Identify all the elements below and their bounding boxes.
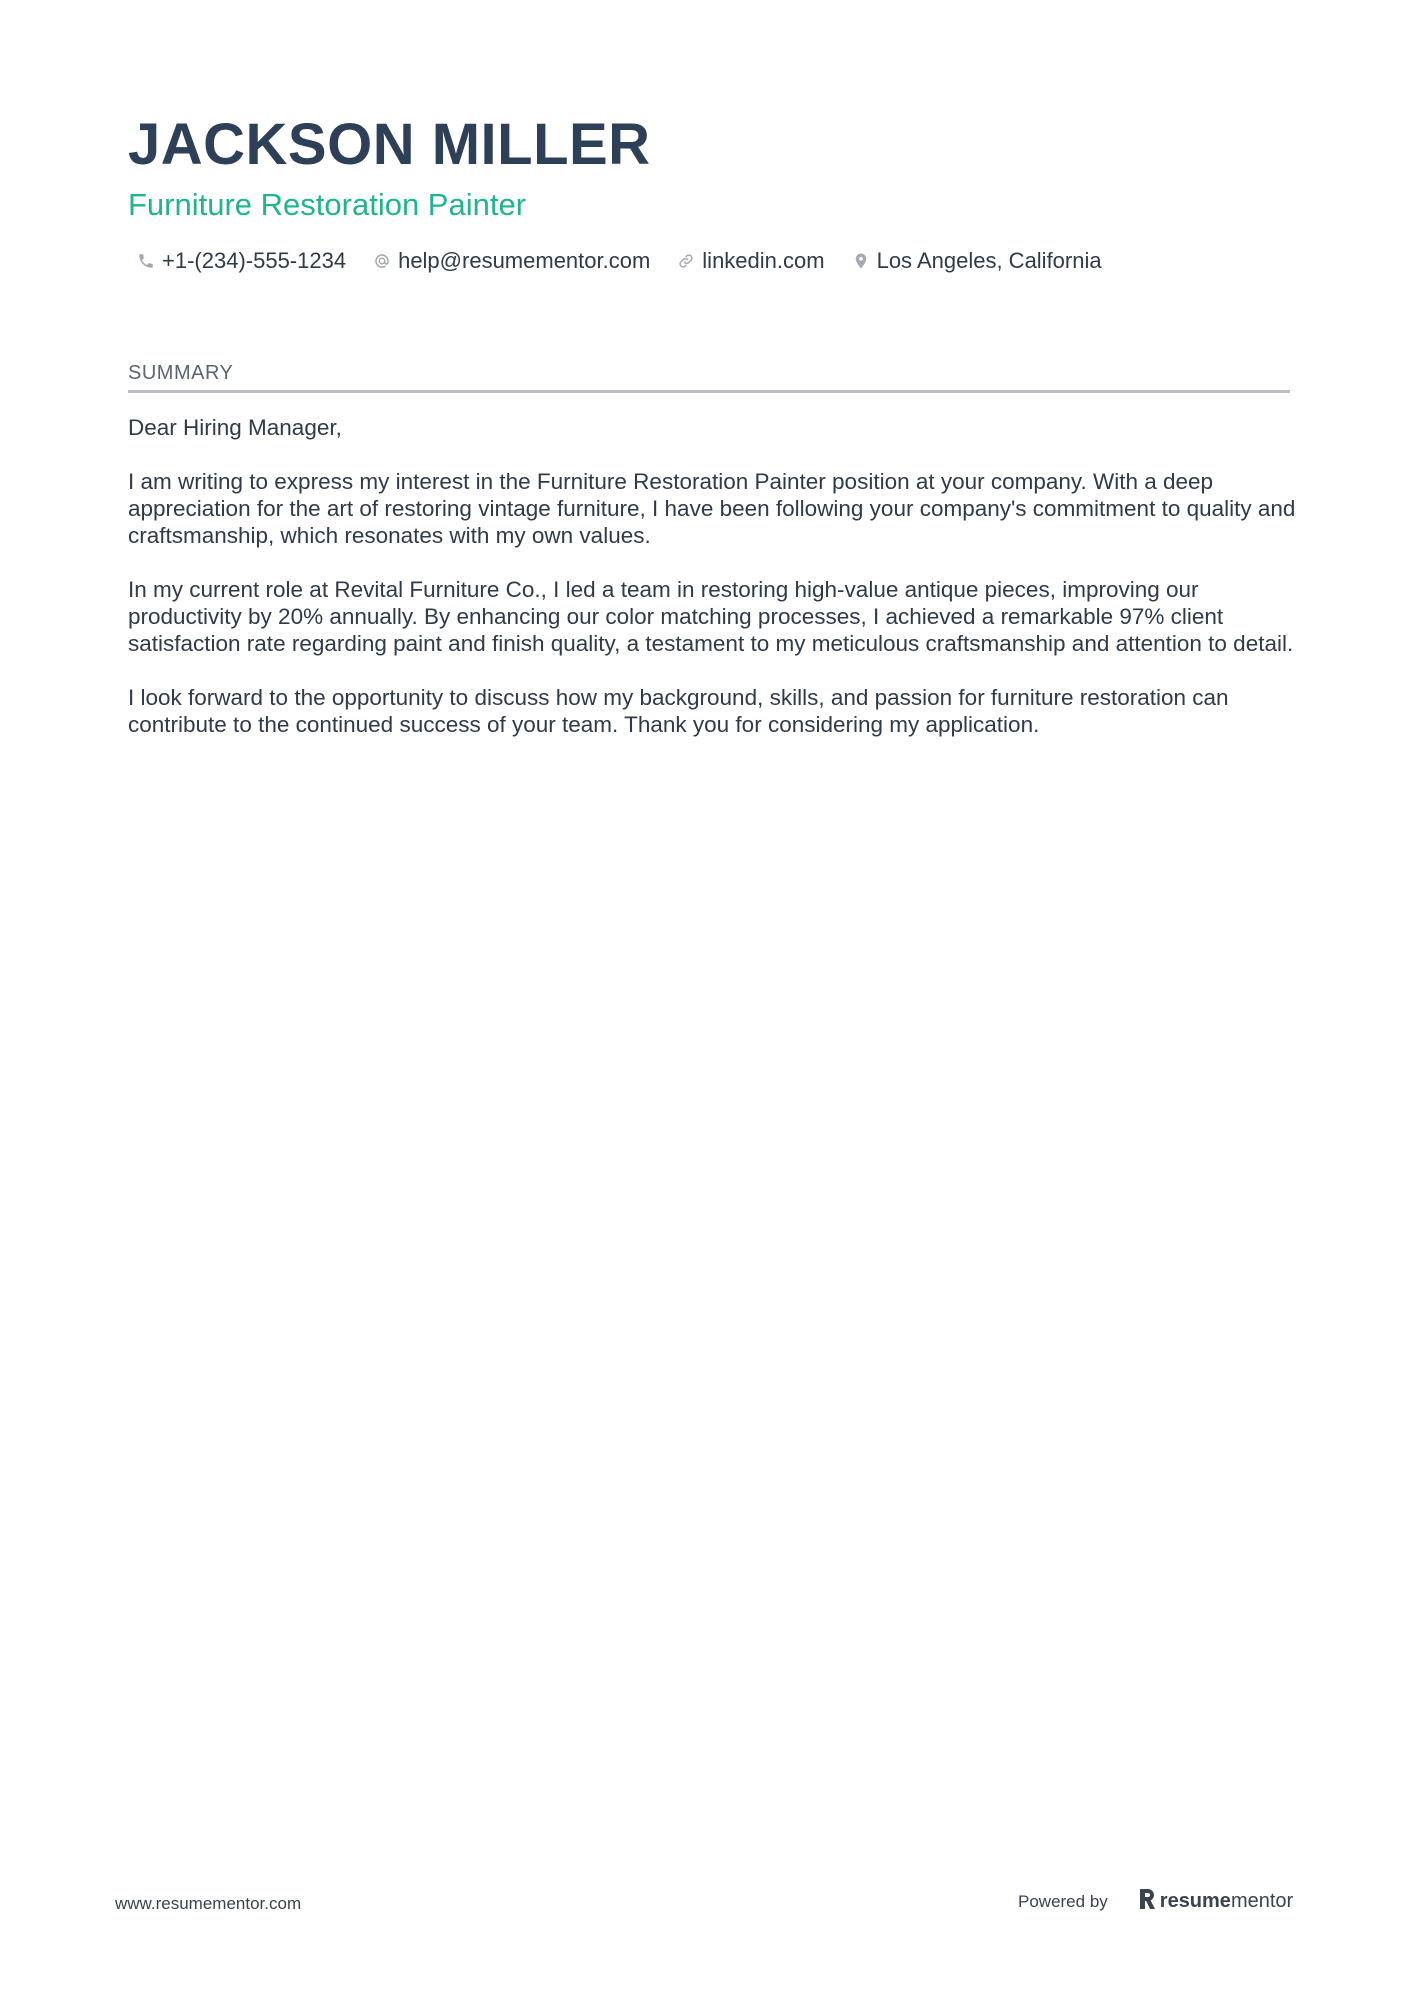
letter-body xyxy=(128,414,1298,765)
logo-text-light: mentor xyxy=(1230,1890,1294,1912)
logo-text-bold: resume xyxy=(1159,1890,1231,1912)
phone-icon xyxy=(136,251,156,271)
email-text: help@resumementor.com xyxy=(398,248,651,273)
footer-branding xyxy=(1018,1888,1293,1915)
at-icon xyxy=(372,251,392,271)
contact-linkedin[interactable] xyxy=(676,248,824,274)
linkedin-text: linkedin.com xyxy=(702,248,825,273)
location-pin-icon xyxy=(851,251,871,271)
resumementor-logo[interactable] xyxy=(1138,1888,1293,1915)
contact-bar xyxy=(136,245,1128,277)
location-text: Los Angeles, California xyxy=(876,248,1102,273)
salutation: Dear Hiring Manager, xyxy=(128,415,342,440)
candidate-name: JACKSON MILLER xyxy=(128,112,651,177)
logo-mark-icon xyxy=(1138,1888,1160,1915)
contact-phone[interactable] xyxy=(136,248,346,274)
paragraph-closing: I look forward to the opportunity to discuss how my background, skills, and passion for furniture restoration can contribute to the continued success of your team. Thank you for considering my application. xyxy=(128,685,1229,737)
paragraph-intro: I am writing to express my interest in the Furniture Restoration Painter position at your company. With a deep appreciation for the art of restoring vintage furniture, I have been following your company's commitment to quality and craftsmanship, which resonates with my own values. xyxy=(128,469,1296,548)
link-icon xyxy=(676,251,696,271)
powered-by-label: Powered by xyxy=(1018,1891,1108,1911)
contact-email[interactable] xyxy=(372,248,650,274)
job-title: Furniture Restoration Painter xyxy=(128,187,527,222)
contact-location xyxy=(851,248,1102,274)
paragraph-experience: In my current role at Revital Furniture Co., I led a team in restoring high-value antique pieces, improving our productivity by 20% annually. By enhancing our color matching processes, I achieved a remarkable 97% client satisfaction rate regarding paint and finish quality, a testament to my meticulous craftsmanship and attention to detail. xyxy=(128,577,1294,656)
phone-text: +1-(234)-555-1234 xyxy=(162,248,347,273)
summary-heading: SUMMARY xyxy=(128,360,1290,393)
footer-website-link[interactable]: www.resumementor.com xyxy=(115,1894,302,1913)
